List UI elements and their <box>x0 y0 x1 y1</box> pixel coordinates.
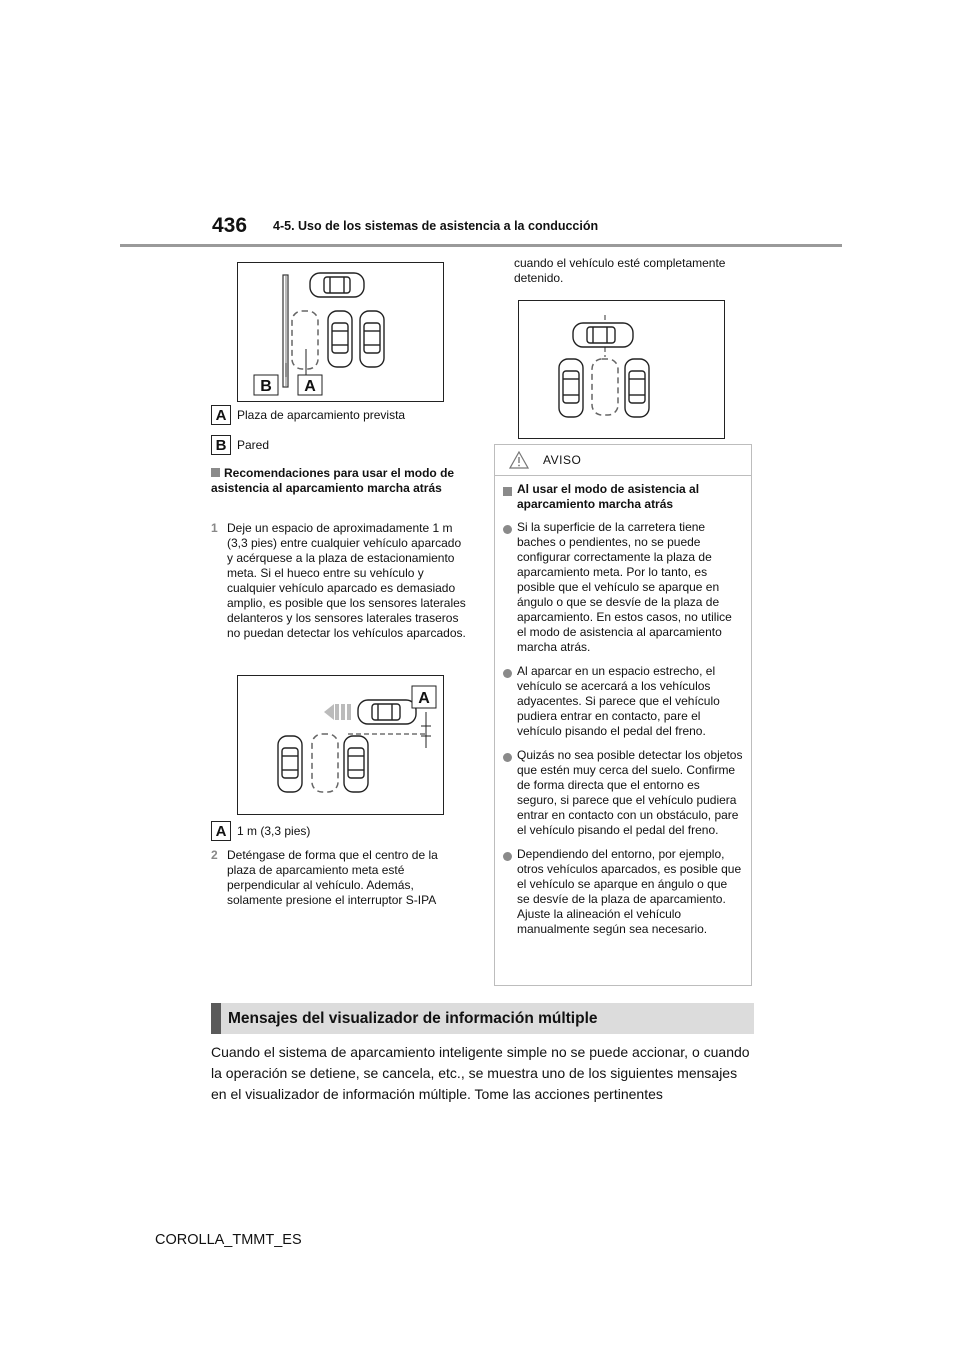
warning-box <box>494 444 752 986</box>
fig2-key-a <box>211 821 310 841</box>
continuation-text: cuando el vehículo esté completamente detenido. <box>514 256 726 285</box>
bullet-dot-icon <box>503 753 512 762</box>
warning-bullet: Quizás no sea posible detectar los objetos que estén muy cerca del suelo. Confirme de forma directa que el entorno es seguro, si parece que el vehículo pudiera entrar en contacto con un obstáculo, pare el vehículo pisando el pedal del freno. <box>503 748 743 838</box>
step-1 <box>211 521 469 641</box>
figure-approach-distance <box>237 675 444 815</box>
figure-3-illustration <box>519 301 724 438</box>
car-icon <box>573 323 633 347</box>
step-text: Deténgase de forma que el centro de la plaza de aparcamiento meta esté perpendicular al vehículo. Además, solamente presione el interruptor S-IPA <box>227 848 438 907</box>
step-2 <box>211 848 469 908</box>
target-space-outline <box>292 311 318 369</box>
figure-1-illustration <box>238 263 443 401</box>
key-text: Pared <box>237 438 270 452</box>
bullet-dot-icon <box>503 852 512 861</box>
warning-triangle-icon <box>509 451 529 469</box>
tips-heading: Recomendaciones para usar el modo de asistencia al aparcamiento marcha atrás <box>211 466 455 495</box>
figure-parking-space-wall <box>237 262 444 402</box>
page-number: 436 <box>212 214 248 237</box>
square-bullet-icon <box>503 487 512 496</box>
target-space-outline <box>312 734 338 792</box>
fig1-key-a <box>211 405 405 425</box>
fig1-key-b <box>211 435 269 455</box>
warning-bullet: Si la superficie de la carretera tiene baches o pendientes, no se puede configurar correctamente la plaza de aparcamiento meta. Por lo tanto, es posible que el vehículo se aparque en ángulo o que se desvíe de la plaza de aparcamiento. En estos casos, no utilice el modo de asistencia al aparcamiento marcha atrás. <box>503 520 743 655</box>
warning-bullet: Al aparcar en un espacio estrecho, el vehículo se acercará a los vehículos adyacentes. Si parece que el vehículo pudiera entrar en contacto, pare el vehículo pisando el pedal del freno. <box>503 664 743 739</box>
step-text: Deje un espacio de aproximadamente 1 m (3,3 pies) entre cualquier vehículo aparcado y acérquese a la plaza de estacionamiento meta. Si el hueco entre su vehículo y cualquier vehículo aparcado es demasiado amplio, es posible que los sensores laterales delanteros y los sensores laterales traseros no puedan detectar los vehículos aparcados. <box>227 521 466 640</box>
bullet-dot-icon <box>503 669 512 678</box>
parked-car-icon <box>625 359 649 417</box>
parked-car-icon <box>328 311 352 367</box>
car-icon <box>358 700 416 724</box>
key-letter: A <box>211 405 231 425</box>
fig1-label-a: A <box>304 378 316 395</box>
section-title: 4-5. Uso de los sistemas de asistencia a la conducción <box>273 219 599 233</box>
figure-stop-position <box>518 300 725 439</box>
parked-car-icon <box>360 311 384 367</box>
bullet-dot-icon <box>503 525 512 534</box>
key-text: 1 m (3,3 pies) <box>237 824 311 838</box>
warning-heading: Al usar el modo de asistencia al aparcamiento marcha atrás <box>503 482 743 512</box>
figure-2-illustration <box>238 676 443 814</box>
step-number: 2 <box>211 848 218 862</box>
warning-title: AVISO <box>543 453 582 467</box>
key-letter: B <box>211 435 231 455</box>
fig1-label-b: B <box>260 378 272 395</box>
warning-bullet: Dependiendo del entorno, por ejemplo, otros vehículos aparcados, es posible que el vehículo se aparque en ángulo o que se desvíe de la plaza de aparcamiento. Ajuste la alineación el vehículo manualmente según sea necesario. <box>503 847 743 937</box>
car-icon <box>310 273 364 297</box>
target-space-outline <box>592 359 618 415</box>
key-letter: A <box>211 821 231 841</box>
key-text: Plaza de aparcamiento prevista <box>237 408 406 422</box>
parked-car-icon <box>559 359 583 417</box>
warning-header <box>495 445 751 476</box>
parked-car-icon <box>344 736 368 792</box>
square-bullet-icon <box>211 468 220 477</box>
step-number: 1 <box>211 521 218 535</box>
header-rule <box>120 244 842 247</box>
fig2-label-a: A <box>418 690 430 707</box>
document-id: COROLLA_TMMT_ES <box>155 1232 302 1248</box>
section-body-text: Cuando el sistema de aparcamiento inteligente simple no se puede accionar, o cuando la operación se detiene, se cancela, etc., se muestra uno de los siguientes mensajes en el visualizador de información múltiple. Tome las acciones pertinentes <box>211 1044 750 1102</box>
section-heading-banner: Mensajes del visualizador de información múltiple <box>211 1003 754 1034</box>
parked-car-icon <box>278 736 302 792</box>
